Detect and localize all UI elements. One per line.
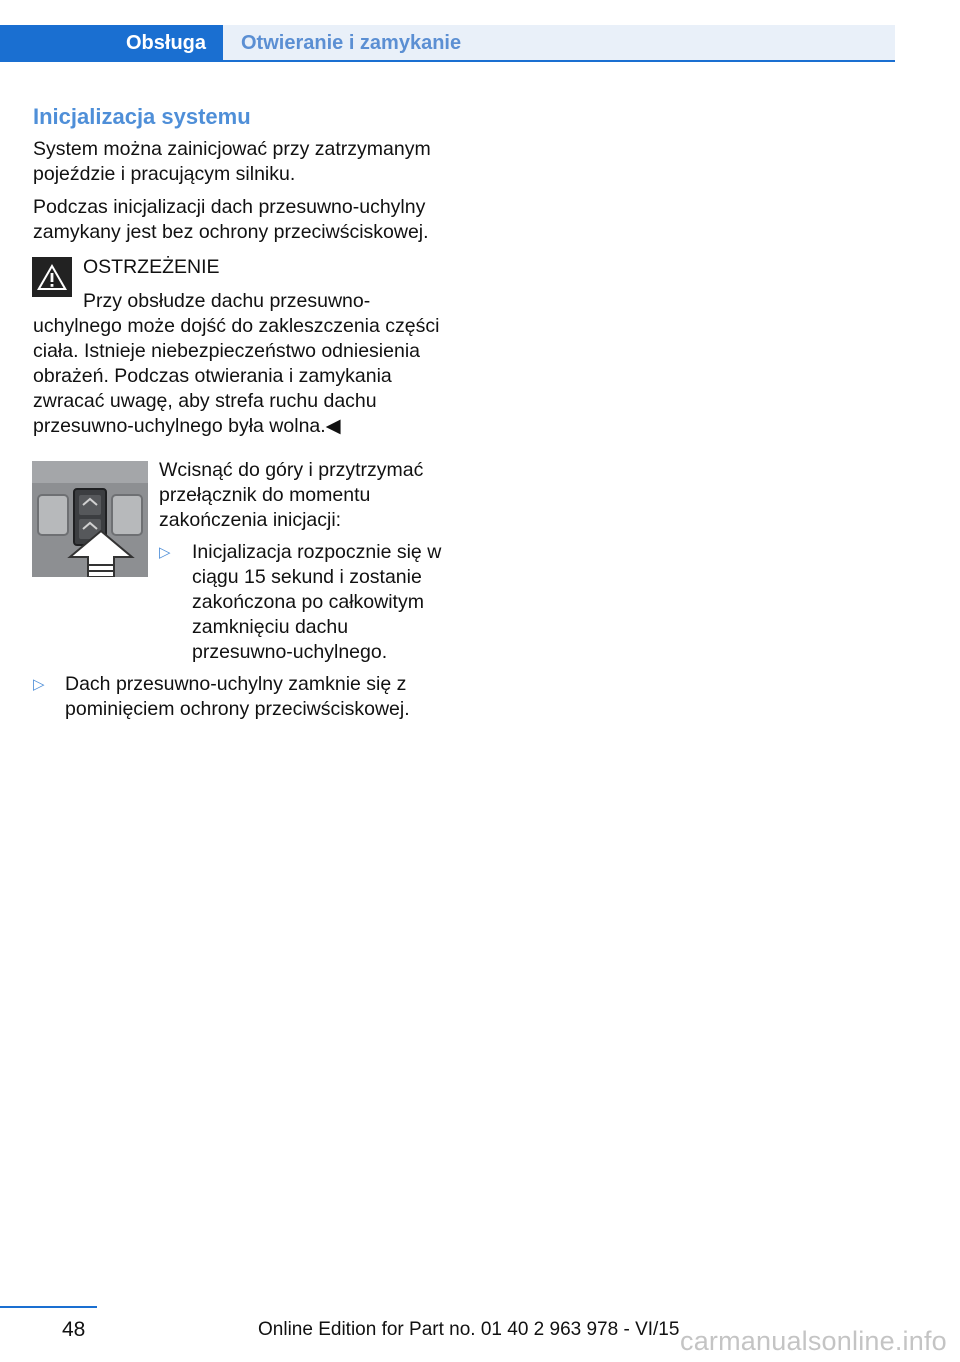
list-item-text: Inicjalizacja rozpocznie się w ciągu 15 sekund i zostanie zakończona po całkowitym zamknięciu dachu przesuwno-uchylnego. [192,541,442,663]
warning-title: OSTRZEŻENIE [83,256,220,278]
footer-divider [0,1306,97,1308]
section-tab-obsluga[interactable] [0,25,223,62]
bullet-triangle-icon: ▷ [159,544,171,561]
section-tab-label: Obsługa [125,32,206,54]
chapter-tab-otwieranie[interactable] [223,25,895,62]
section-title: Inicjalizacja systemu [33,104,251,129]
page-header [0,0,895,62]
roof-switch-photo [32,461,148,577]
chapter-tab-label: Otwieranie i zamykanie [241,32,462,54]
list-item-text: Dach przesuwno-uchylny zamknie się z pominięciem ochrony przeciwściskowej. [65,673,410,720]
warning-body: Przy obsłudze dachu przesuwno-uchylnego może dojść do zakleszczenia części ciała. Istnieje niebezpieczeństwo odniesienia obrażeń. Podczas otwierania i zamykania zwracać uwagę, aby strefa ruchu dachu przesuwno-uchylnego była wolna.◀ [33,290,440,437]
header-divider [223,60,895,62]
edition-text: Online Edition for Part no. 01 40 2 963 978 - VI/15 [258,1319,680,1340]
instruction-text: Wcisnąć do góry i przytrzymać przełącznik do momentu zakończenia inicjacji: [159,459,424,531]
intro-paragraph: System można zainicjować przy zatrzymanym pojeździe i pracującym silniku. [33,138,431,185]
bullet-triangle-icon: ▷ [33,676,45,693]
page-number: 48 [62,1318,86,1341]
note-paragraph: Podczas inicjalizacji dach przesuwno-uchylny zamykany jest bez ochrony przeciwściskowej. [33,196,429,243]
watermark: carmanualsonline.info [680,1326,947,1356]
